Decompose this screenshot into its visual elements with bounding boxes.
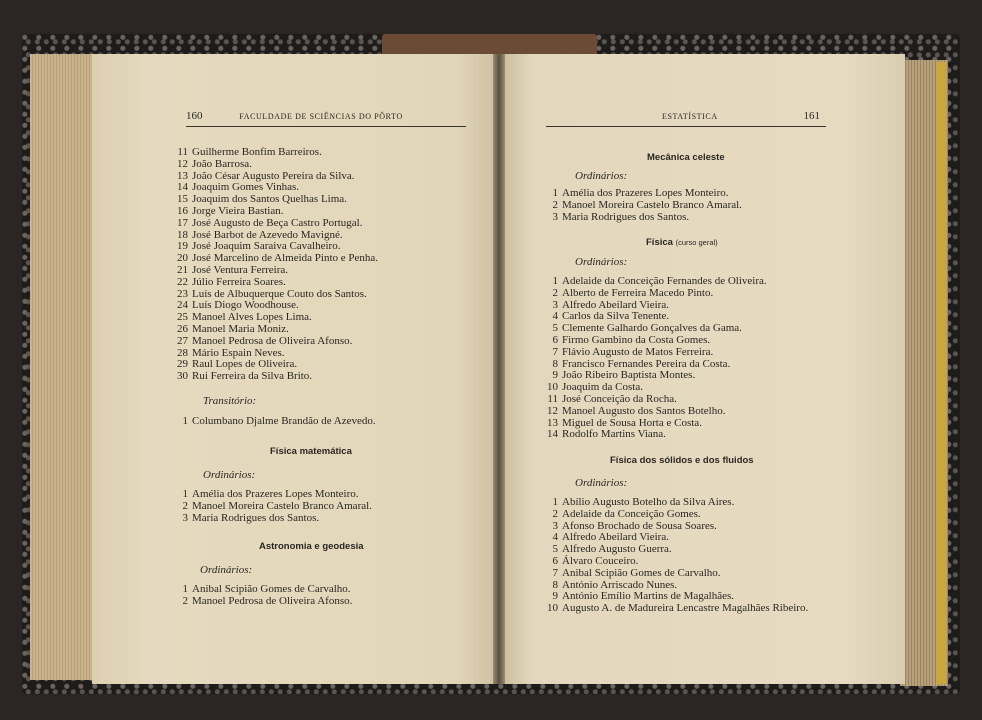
item-number: 7 (552, 566, 558, 579)
item-name: António Emílio Martins de Magalhães. (562, 590, 734, 603)
item-name: Alfredo Abeilard Vieira. (562, 298, 669, 311)
list-item (540, 212, 742, 224)
left-running-head: FACULDADE DE SCIÊNCIAS DO PÔRTO (239, 112, 403, 121)
item-name: Rui Ferreira da Silva Brito. (192, 370, 313, 383)
ordinarios-label: Ordinários: (200, 564, 253, 576)
item-number: 21 (177, 263, 188, 276)
list-item (170, 501, 372, 513)
item-number: 5 (552, 543, 558, 556)
item-number: 2 (552, 286, 558, 299)
item-name: Álvaro Couceiro. (562, 554, 639, 567)
list-item (170, 416, 376, 428)
fisica-matematica-list (170, 489, 372, 524)
item-name: Maria Rodrigues dos Santos. (562, 210, 690, 223)
item-name: Manoel Augusto dos Santos Botelho. (562, 404, 726, 417)
item-name: Adelaide da Conceição Fernandes de Oliveira. (562, 275, 767, 287)
item-name: Manoel Pedrosa de Oliveira Afonso. (192, 594, 353, 607)
item-number: 23 (177, 287, 188, 300)
item-name: Mário Espain Neves. (192, 346, 285, 359)
item-number: 1 (552, 275, 558, 287)
list-item (170, 513, 372, 525)
section-title-fisica-matematica: Física matemática (270, 446, 352, 457)
item-name: Francisco Fernandes Pereira da Costa. (562, 357, 731, 370)
list-item (540, 394, 767, 406)
item-number: 3 (182, 511, 188, 524)
item-name: Amélia dos Prazeres Lopes Monteiro. (562, 187, 729, 199)
item-number: 4 (552, 531, 558, 544)
ordinarios-label: Ordinários: (575, 256, 628, 268)
item-number: 26 (177, 322, 188, 335)
item-name: Abílio Augusto Botelho da Silva Aires. (562, 496, 735, 508)
header-rule (546, 126, 826, 127)
item-number: 2 (552, 507, 558, 520)
section-title-mecanica-celeste: Mecânica celeste (647, 152, 725, 163)
item-name: António Arriscado Nunes. (562, 578, 678, 591)
item-name: José Barbot de Azevedo Mavigné. (192, 228, 343, 241)
item-name: Joaquim da Costa. (562, 381, 643, 394)
item-name: Columbano Djalme Brandão de Azevedo. (192, 415, 376, 427)
item-number: 28 (177, 346, 188, 359)
item-name: Flávio Augusto de Matos Ferreira. (562, 345, 714, 358)
item-name: Anibal Scipião Gomes de Carvalho. (192, 583, 351, 595)
item-number: 1 (552, 496, 558, 508)
item-number: 6 (552, 554, 558, 567)
left-page (92, 54, 497, 684)
item-name: Manoel Pedrosa de Oliveira Afonso. (192, 334, 353, 347)
item-name: José Marcelino de Almeida Pinto e Penha. (192, 252, 379, 265)
item-name: Manoel Maria Moniz. (192, 322, 289, 335)
list-item (170, 159, 378, 171)
list-item (170, 596, 352, 608)
list-item (540, 406, 767, 418)
list-item (540, 347, 767, 359)
item-number: 12 (547, 404, 558, 417)
item-number: 17 (177, 216, 188, 229)
item-name: Maria Rodrigues dos Santos. (192, 511, 320, 524)
list-item (170, 265, 378, 277)
item-number: 8 (552, 357, 558, 370)
item-name: Carlos da Silva Tenente. (562, 310, 670, 323)
item-number: 4 (552, 310, 558, 323)
item-number: 3 (552, 519, 558, 532)
list-item (170, 218, 378, 230)
list-item (170, 371, 378, 383)
section-title-fisica-geral (646, 237, 718, 248)
item-number: 12 (177, 157, 188, 170)
item-number: 2 (182, 499, 188, 512)
item-name: Augusto A. de Madureira Lencastre Magalhães Ribeiro. (562, 602, 809, 615)
item-name: Afonso Brochado de Sousa Soares. (562, 519, 717, 532)
list-item (540, 603, 808, 615)
item-name: Miguel de Sousa Horta e Costa. (562, 416, 702, 429)
item-number: 5 (552, 322, 558, 335)
item-name: Luís Diogo Woodhouse. (192, 299, 299, 312)
item-name: Firmo Gambino da Costa Gomes. (562, 333, 711, 346)
item-name: Manoel Moreira Castelo Branco Amaral. (562, 198, 742, 211)
item-number: 9 (552, 369, 558, 382)
list-item (170, 206, 378, 218)
item-name: José Joaquim Saraiva Cavalheiro. (192, 240, 341, 253)
item-number: 2 (552, 198, 558, 211)
item-name: Rodolfo Martins Viana. (562, 428, 666, 441)
item-number: 11 (547, 392, 558, 405)
item-name: Clemente Galhardo Gonçalves da Gama. (562, 322, 742, 335)
item-number: 29 (177, 358, 188, 371)
item-number: 19 (177, 240, 188, 253)
item-number: 1 (182, 415, 188, 427)
mecanica-celeste-list (540, 188, 742, 223)
item-name: José Augusto de Beça Castro Portugal. (192, 216, 363, 229)
section-title-fisica-solidos: Física dos sólidos e dos fluidos (610, 455, 754, 466)
list-item (540, 335, 767, 347)
item-number: 9 (552, 590, 558, 603)
item-number: 16 (177, 204, 188, 217)
item-number: 18 (177, 228, 188, 241)
item-name: João César Augusto Pereira da Silva. (192, 169, 355, 182)
item-number: 3 (552, 210, 558, 223)
item-number: 13 (547, 416, 558, 429)
item-number: 8 (552, 578, 558, 591)
fisica-title: Física (646, 237, 673, 248)
item-number: 3 (552, 298, 558, 311)
book-gutter (493, 54, 505, 684)
item-name: Alberto de Ferreira Macedo Pinto. (562, 286, 714, 299)
list-item (540, 568, 808, 580)
right-running-head: ESTATÍSTICA (662, 112, 718, 121)
item-number: 30 (177, 370, 188, 383)
ordinarios-label: Ordinários: (203, 469, 256, 481)
transitorio-list (170, 416, 376, 428)
item-number: 24 (177, 299, 188, 312)
item-name: Júlio Ferreira Soares. (192, 275, 286, 288)
item-number: 1 (182, 488, 188, 500)
book-spine (382, 34, 597, 56)
list-item (170, 336, 378, 348)
item-number: 14 (177, 181, 188, 194)
transitorio-label: Transitório: (203, 395, 257, 407)
header-rule (186, 126, 466, 127)
item-number: 1 (552, 187, 558, 199)
item-name: Raul Lopes de Oliveira. (192, 358, 298, 371)
item-number: 1 (182, 583, 188, 595)
gilt-edge (936, 62, 946, 684)
item-number: 22 (177, 275, 188, 288)
item-name: João Barrosa. (192, 157, 252, 170)
item-name: João Ribeiro Baptista Montes. (562, 369, 696, 382)
item-number: 11 (177, 146, 188, 158)
list-item (170, 324, 378, 336)
item-name: José Ventura Ferreira. (192, 263, 289, 276)
student-list (170, 147, 378, 383)
left-page-number: 160 (186, 110, 203, 122)
list-item (540, 200, 742, 212)
item-name: Manoel Moreira Castelo Branco Amaral. (192, 499, 372, 512)
item-number: 25 (177, 311, 188, 324)
item-name: Anibal Scipião Gomes de Carvalho. (562, 566, 721, 579)
item-name: Luís de Albuquerque Couto dos Santos. (192, 287, 367, 300)
astronomia-list (170, 584, 352, 608)
item-name: Jorge Vieira Bastian. (192, 204, 284, 217)
item-name: Adelaide da Conceição Gomes. (562, 507, 701, 520)
item-name: Guilherme Bonfim Barreiros. (192, 146, 322, 158)
item-number: 7 (552, 345, 558, 358)
item-number: 10 (547, 602, 558, 615)
ordinarios-label: Ordinários: (575, 477, 628, 489)
fisica-solidos-list (540, 497, 808, 615)
list-item (170, 277, 378, 289)
item-name: Alfredo Augusto Guerra. (562, 543, 672, 556)
right-page-header (546, 110, 826, 124)
item-number: 13 (177, 169, 188, 182)
item-name: Joaquim Gomes Vinhas. (192, 181, 299, 194)
item-number: 27 (177, 334, 188, 347)
item-name: Manoel Alves Lopes Lima. (192, 311, 312, 324)
item-number: 20 (177, 252, 188, 265)
item-number: 14 (547, 428, 558, 441)
list-item (540, 288, 767, 300)
list-item (540, 509, 808, 521)
right-page (500, 54, 905, 684)
ordinarios-label: Ordinários: (575, 170, 628, 182)
item-number: 2 (182, 594, 188, 607)
item-number: 10 (547, 381, 558, 394)
left-page-header (186, 110, 466, 124)
item-number: 15 (177, 193, 188, 206)
item-name: Joaquim dos Santos Quelhas Lima. (192, 193, 347, 206)
list-item (540, 556, 808, 568)
right-page-number: 161 (803, 110, 820, 122)
fisica-title-note: (curso geral) (675, 238, 718, 247)
item-name: José Conceição da Rocha. (562, 392, 677, 405)
section-title-astronomia: Astronomia e geodesia (259, 541, 364, 552)
item-name: Alfredo Abeilard Vieira. (562, 531, 669, 544)
fisica-geral-list (540, 276, 767, 441)
list-item (540, 429, 767, 441)
item-name: Amélia dos Prazeres Lopes Monteiro. (192, 488, 359, 500)
item-number: 6 (552, 333, 558, 346)
